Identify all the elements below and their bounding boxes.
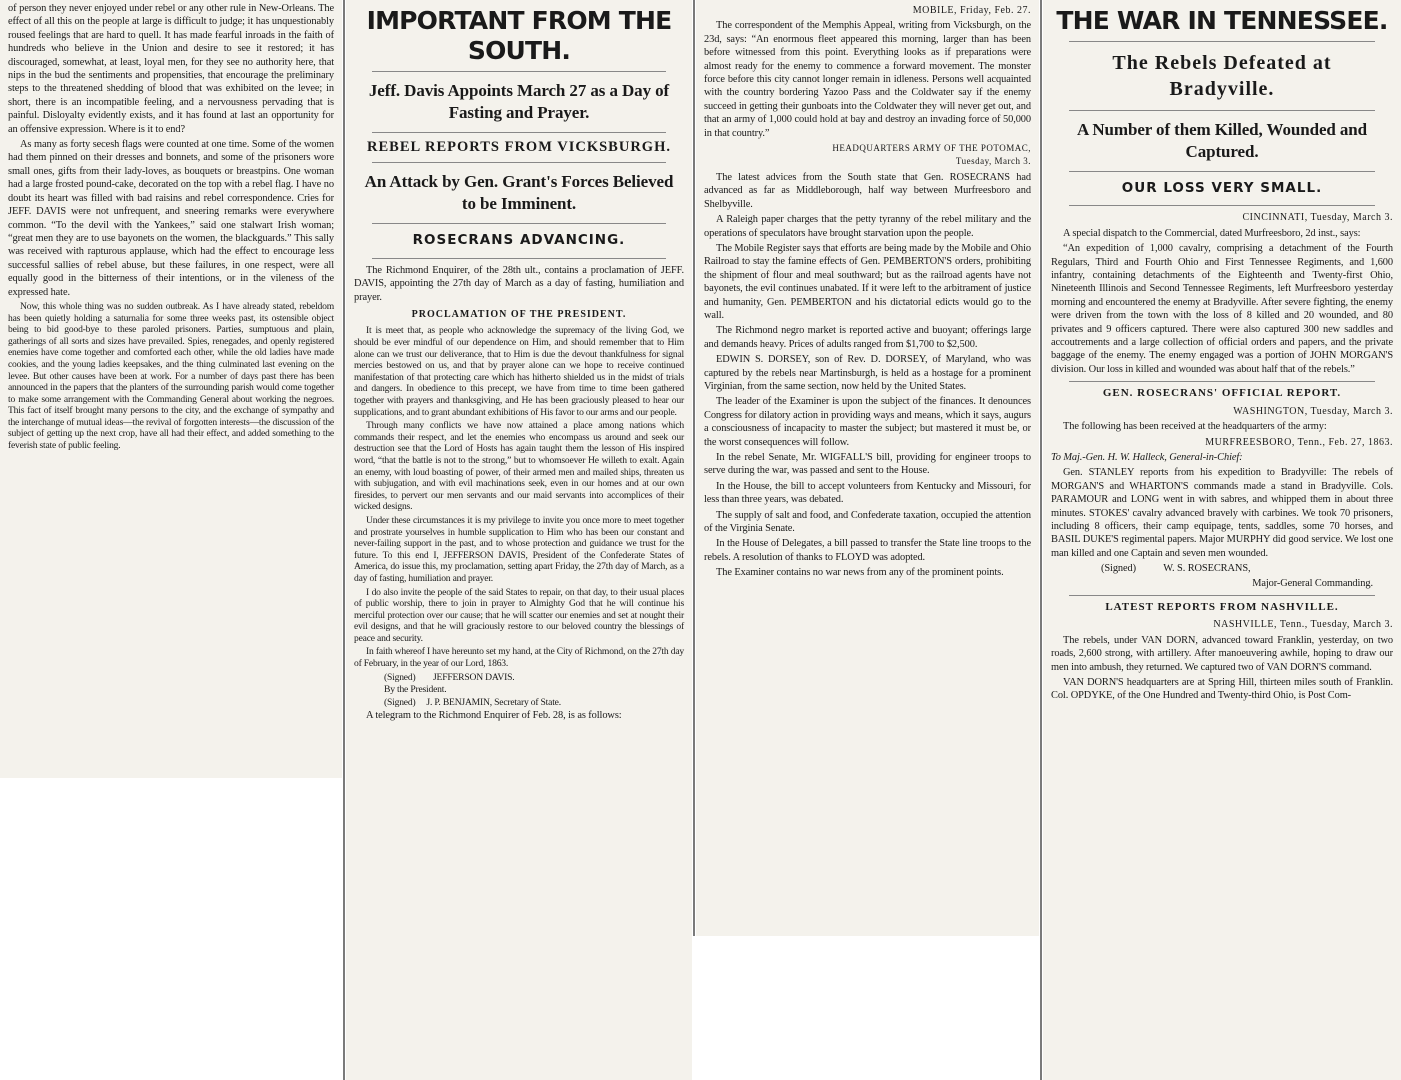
dateline: MURFREESBORO, Tenn., Feb. 27, 1863. [1205, 436, 1393, 448]
paragraph: The Richmond negro market is reported active and buoyant; offerings large and demands heavy. Prices of adults ranged from $1,700 to $2,500. [704, 325, 1031, 350]
paragraph: Under these circumstances it is my privilege to invite you once more to meet together and prostrate yourselves in humble supplication to Him who has been our constant and never-failing support in the past, and to whose protection and guidance we trust for the future. To this end I, JEFFERSON DAVIS, President of the Confederate States of America, do issue this, my proclamation, setting apart Friday, the 27th day of March, as a day of fasting, humiliation and prayer. [354, 514, 684, 584]
divider [372, 132, 666, 133]
dateline: NASHVILLE, Tenn., Tuesday, March 3. [1213, 619, 1393, 631]
section-heading: PROCLAMATION OF THE PRESIDENT. [411, 309, 627, 321]
dateline: HEADQUARTERS ARMY OF THE POTOMAC, Tuesday, March 3. [832, 143, 1031, 167]
deck: REBEL REPORTS FROM VICKSBURGH. [367, 139, 671, 155]
column-4 [1043, 0, 1401, 1080]
headline: IMPORTANT FROM THE SOUTH. [366, 6, 672, 65]
paragraph: The Mobile Register says that efforts are being made by the Mobile and Ohio Railroad to stay the famine effects of Gen. PEMBERTON'S orders, prohibiting the shipment of flour and meal southward; but as the railroad agents have not bayonets, the evil continues unabated. If it were left to the arbitrament of justice and humanity, Gen. PEMBERTON and his dictatorial edicts would go to the wall. [704, 242, 1031, 321]
divider [1069, 381, 1375, 382]
divider [1069, 205, 1375, 206]
deck: OUR LOSS VERY SMALL. [1121, 180, 1323, 196]
paragraph: It is meet that, as people who acknowledge the supremacy of the living God, we should be ever mindful of our dependence on Him, and should remember that to Him alone can we trust our deliverance, that to Him is due the devout thankfulness for signal mercies bestowed on us, and that by prayer alone can we hope to receive continued manifestation of that protecting care which has hitherto shielded us in the midst of trials and dangers. In obedience to this precept, we have from time to time been gathered together with prayers and thanksgiving, and He has been graciously pleased to hear our supplications, and to grant abundant exhibitions of His favor to our arms and our people. [354, 325, 684, 418]
paragraph: The supply of salt and food, and Confederate taxation, occupied the attention of the Virginia Senate. [704, 509, 1031, 535]
signature-line: (Signed) W. S. ROSECRANS, [1101, 563, 1251, 575]
column-rule-1 [343, 0, 345, 1080]
paragraph: In the House, the bill to accept volunteers from Kentucky and Missouri, for less than three years, was debated. [704, 480, 1031, 506]
divider [372, 223, 666, 224]
paragraph: The latest advices from the South state that Gen. ROSECRANS had advanced as far as Middleborough, half way between Murfreesboro and Shelbyville. [704, 171, 1031, 210]
paragraph: A special dispatch to the Commercial, dated Murfreesboro, 2d inst., says: [1063, 227, 1361, 239]
paragraph: As many as forty secesh flags were counted at one time. Some of the women had them pinned on their dresses and bonnets, and some of the prisoners wore small ones, gifts from their lady-loves, as bouquets or breastpins. One woman had a large frosted pound-cake, decorated on the top with a rebel flag. I have no doubt its heart was filled with bad raisins and rebel correspondence. Cries for JEFF. DAVIS were not unfrequent, and sneering remarks were everywhere common. “To the devil with the Yankees,” said one stalwart Irish woman; “great men they are to use bayonets on the women, the blackguards.” This sally was received with rapturous applause, which had the effect to encourage less successful sallies of rebel abuse, but these failures, in one respect, were all equally good in the bitterness of their intentions, or in the vileness of the expressed hate. [8, 139, 334, 298]
divider [1069, 171, 1375, 172]
dateline: MOBILE, Friday, Feb. 27. [912, 5, 1031, 16]
paragraph: A Raleigh paper charges that the petty tyranny of the rebel military and the operations of speculators have brought starvation upon the people. [704, 214, 1031, 239]
column-3 [696, 0, 1039, 936]
divider [1069, 595, 1375, 596]
paragraph: The rebels, under VAN DORN, advanced toward Franklin, yesterday, on two roads, 2,600 strong, with artillery. After manoeuvering awhile, hoping to draw our men into ambush, they returned. We captured two of VAN DORN'S command. [1051, 634, 1393, 673]
paragraph: Now, this whole thing was no sudden outbreak. As I have already stated, rebeldom has been quietly holding a saturnalia for some three weeks past, its ostensible object being to bid good-bye to these paroled prisoners. Parties, sumptuous and plain, gatherings of all sorts and sizes have prevailed. Spies, renegades, and openly registered enemies have come together and comforted each other, while the old ladies have made cookies, and the young ladies keepsakes, and the thing culminated last evening on the levee. But other causes have been at work. For a number of days past there has been announced in the papers that the planters of the surrounding parish would come together to make some arrangement with the Commanding General about working the negroes. This fact of itself brought many persons to the city, and the exchange of sympathy and the interchange of mutual ideas—the revival of forgotten interests—the discussion of the subject of getting up the next crop, have all had their effect, and added something to the feverish state of public feeling. [8, 300, 334, 452]
signature-line: (Signed) J. P. BENJAMIN, Secretary of State. [384, 696, 561, 708]
divider [372, 71, 666, 72]
paragraph: Through many conflicts we have now attained a place among nations which commands their respect, and let the enemies who encompass us around and seek our destruction see that the Lord of Hosts has again taught them the lesson of His inspired word, “that the battle is not to the strong,” but to whomsoever He willeth to exalt. Again an enemy, with loud boasting of power, of their armed men and mailed ships, threaten us with subjugation, and with evil machinations seek, even in our homes and at our own firesides, to pervert our men servants and our maid servants into accomplices of their wicked designs. [354, 420, 684, 513]
paragraph: The leader of the Examiner is upon the subject of the finances. It denounces Congress for dilatory action in providing ways and means, which it says, augurs a consciousness of incapacity to master the subject; but mastered it must be, or the worst consequences will follow. [704, 396, 1031, 448]
paragraph: In faith whereof I have hereunto set my hand, at the City of Richmond, on the 27th day of February, in the year of our Lord, 1863. [354, 646, 684, 670]
deck: Jeff. Davis Appoints March 27 as a Day of Fasting and Prayer. [368, 81, 670, 122]
paragraph: A telegram to the Richmond Enquirer of Feb. 28, is as follows: [366, 710, 622, 722]
column-rule-2 [693, 0, 695, 936]
paragraph: The Richmond Enquirer, of the 28th ult., contains a proclamation of JEFF. DAVIS, appointing the 27th day of March as a day of fasting, humiliation and prayer. [354, 264, 684, 303]
column-2 [346, 0, 692, 1080]
divider [372, 258, 666, 259]
column-rule-3 [1040, 0, 1042, 1080]
signature-line: By the President. [384, 684, 447, 696]
paragraph: The correspondent of the Memphis Appeal, writing from Vicksburgh, on the 23d, says: “An enormous fleet appeared this morning, larger than has been before witnessed from this point. Everything looks as if preparations were almost ready for the enemy to commence a forward movement. The monster force before this city cannot longer remain in idleness. Persons well acquainted with the country bordering Yazoo Pass and the Coldwater say if the enemy succeed in getting their gunboats into the Coldwater they will never get out, and that an army of 1,000 could hold at bay and destroy an invading force of 50,000 in that country.” [704, 20, 1031, 139]
paragraph: I do also invite the people of the said States to repair, on that day, to their usual places of public worship, there to join in prayer to Almighty God that he will continue his merciful protection over our cause; that he will scatter our enemies and set at nought their evil designs, and that he will graciously restore to our beloved country the blessings of peace and security. [354, 586, 684, 644]
paragraph: EDWIN S. DORSEY, son of Rev. D. DORSEY, of Maryland, who was captured by the rebels near Martinsburgh, is held as a hostage for a prominent Virginian, from the same section, now held by the United States. [704, 354, 1031, 392]
headline: THE WAR IN TENNESSEE. [1056, 6, 1388, 35]
deck: ROSECRANS ADVANCING. [412, 232, 626, 249]
section-heading: GEN. ROSECRANS' OFFICIAL REPORT. [1102, 387, 1342, 400]
divider [372, 162, 666, 163]
deck: The Rebels Defeated at Bradyville. [1112, 52, 1332, 100]
paragraph: The following has been received at the headquarters of the army: [1063, 421, 1327, 433]
section-heading: LATEST REPORTS FROM NASHVILLE. [1105, 600, 1339, 613]
column-1 [0, 0, 342, 778]
paragraph: of person they never enjoyed under rebel or any other rule in New-Orleans. The effect of all this on the people at large is difficult to judge; it has unquestionably roused feelings that are hard to quell. It has made fearful inroads in the faith of hundreds who believe in the Union and desire to see it restored; it has discouraged, somewhat, at least, loyal men, for they see no authority here, that nips in the bud the sentiments and propensities, that encourage the preliminary steps to the threatened shedding of blood that was exhibited on the levee; in short, there is an incompatible feeling, and a nervousness pervading that is painful. Disloyalty evidently exists, and it has found at last an opportunity for an offensive expression. Where is it to end? [8, 3, 334, 135]
paragraph: Gen. STANLEY reports from his expedition to Bradyville: The rebels of MORGAN'S and WHARTON'S commands made a stand in Bradyville. Cols. PARAMOUR and LONG went in with sabres, and whipped them in about three minutes. STOKES' cavalry advanced bravely with carbines. We took 70 prisoners, including 8 officers, their camp equipage, tents, saddles, some 70 horses, and BASIL DUKE'S regimental papers. Major MURPHY did good service. We lost one man killed and one Captain and seven men wounded. [1051, 467, 1393, 559]
deck: An Attack by Gen. Grant's Forces Believed to be Imminent. [364, 172, 674, 214]
paragraph: VAN DORN'S headquarters are at Spring Hill, thirteen miles south of Franklin. Col. OPDYKE, of the One Hundred and Twenty-third Ohio, is Post Com- [1051, 677, 1393, 702]
paragraph: The Examiner contains no war news from any of the prominent points. [716, 567, 1004, 579]
dateline: WASHINGTON, Tuesday, March 3. [1233, 405, 1393, 417]
signature-title: Major-General Commanding. [1252, 577, 1373, 589]
divider [1069, 110, 1375, 111]
paragraph: In the rebel Senate, Mr. WIGFALL'S bill, providing for engineer troops to serve during the war, was passed and sent to the House. [704, 452, 1031, 477]
deck: A Number of them Killed, Wounded and Captured. [1076, 120, 1368, 161]
divider [1069, 41, 1375, 42]
signature-line: (Signed) JEFFERSON DAVIS. [384, 671, 515, 683]
paragraph: In the House of Delegates, a bill passed to transfer the State line troops to the rebels. A resolution of thanks to FLOYD was adopted. [704, 538, 1031, 563]
paragraph: “An expedition of 1,000 cavalry, comprising a detachment of the Fourth Regulars, Third and Fourth Ohio and First Tennessee Regiments, and 1,600 infantry, containing detachments of the Eighteenth and Twenty-first Ohio, Nineteenth Illinois and Second Tennessee Regiments, left Murfreesboro yesterday morning and encountered the enemy at Bradyville. After severe fighting, the enemy were driven from the town with the loss of 8 killed and 20 wounded, and 80 privates and 9 officers captured. There were also captured 300 new saddles and accoutrements and a large collection of official orders and papers, and the private baggage of the enemy. The enemy engaged was a portion of JOHN MORGAN'S division. Our loss in killed and wounded was about half that of the rebels.” [1051, 243, 1393, 375]
salutation: To Maj.-Gen. H. W. Halleck, General-in-Chief: [1051, 451, 1243, 463]
dateline: CINCINNATI, Tuesday, March 3. [1242, 212, 1393, 224]
